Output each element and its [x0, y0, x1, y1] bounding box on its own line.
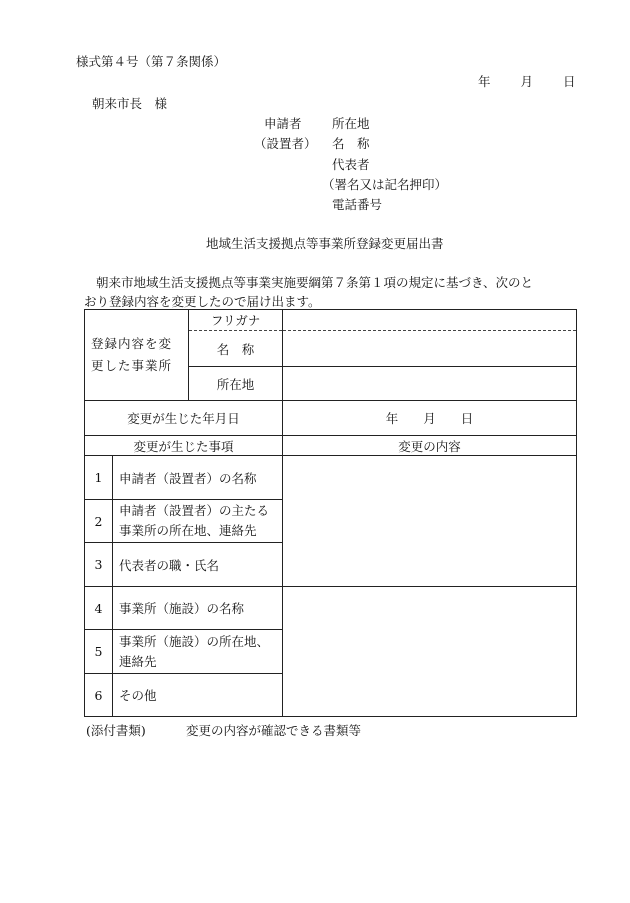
- office-address-label: 所在地: [189, 367, 283, 401]
- date-line: [478, 72, 575, 90]
- office-name-label: 名 称: [189, 331, 283, 367]
- office-address-field[interactable]: [283, 367, 577, 401]
- applicant-sign-note: （署名又は記名押印）: [322, 177, 448, 192]
- applicant-label-1: 申請者: [264, 116, 302, 131]
- furigana-label: フリガナ: [189, 310, 283, 331]
- change-content-facility[interactable]: [283, 587, 577, 717]
- attachment-text: 変更の内容が確認できる書類等: [186, 723, 362, 738]
- addressee: 朝来市長 様: [92, 96, 168, 111]
- applicant-name-label: 名 称: [332, 136, 370, 151]
- intro-line-1: 朝来市地域生活支援拠点等事業実施要綱第７条第１項の規定に基づき、次のと: [96, 275, 534, 290]
- date-year: 年: [478, 74, 491, 89]
- registration-change-table: [84, 309, 577, 717]
- item-text: 事業所（施設）の所在地、 連絡先: [113, 630, 283, 674]
- office-name-field[interactable]: [283, 331, 577, 367]
- furigana-field[interactable]: [283, 310, 577, 331]
- attachment-label: (添付書類): [86, 723, 146, 738]
- document-title: 地域生活支援拠点等事業所登録変更届出書: [206, 236, 444, 251]
- item-number: 2: [85, 500, 113, 543]
- item-text: 事業所（施設）の名称: [113, 587, 283, 630]
- registered-label-line-1: 登録内容を変: [91, 336, 173, 351]
- form-number: 様式第４号（第７条関係）: [76, 54, 227, 69]
- item-text: 申請者（設置者）の名称: [113, 456, 283, 500]
- applicant-address-label: 所在地: [332, 116, 370, 131]
- registered-office-label: [85, 310, 189, 401]
- item-number: 3: [85, 543, 113, 587]
- applicant-label-2: （設置者）: [254, 136, 317, 151]
- item-number: 6: [85, 674, 113, 717]
- date-day: 日: [562, 74, 576, 89]
- applicant-rep-label: 代表者: [332, 157, 370, 172]
- item-number: 5: [85, 630, 113, 674]
- change-content-applicant[interactable]: [283, 456, 577, 587]
- registered-label-line-2: 更した事業所: [91, 358, 173, 373]
- change-date-label: 変更が生じた年月日: [85, 401, 283, 436]
- item-text: 代表者の職・氏名: [113, 543, 283, 587]
- item-text: その他: [113, 674, 283, 717]
- item-number: 4: [85, 587, 113, 630]
- intro-line-2: おり登録内容を変更したので届け出ます。: [84, 294, 321, 309]
- content-header: 変更の内容: [283, 436, 577, 456]
- date-month: 月: [520, 74, 533, 89]
- item-number: 1: [85, 456, 113, 500]
- change-date-value[interactable]: 年 月 日: [283, 401, 577, 436]
- applicant-phone-label: 電話番号: [332, 197, 383, 212]
- items-header: 変更が生じた事項: [85, 436, 283, 456]
- item-text: 申請者（設置者）の主たる 事業所の所在地、連絡先: [113, 500, 283, 543]
